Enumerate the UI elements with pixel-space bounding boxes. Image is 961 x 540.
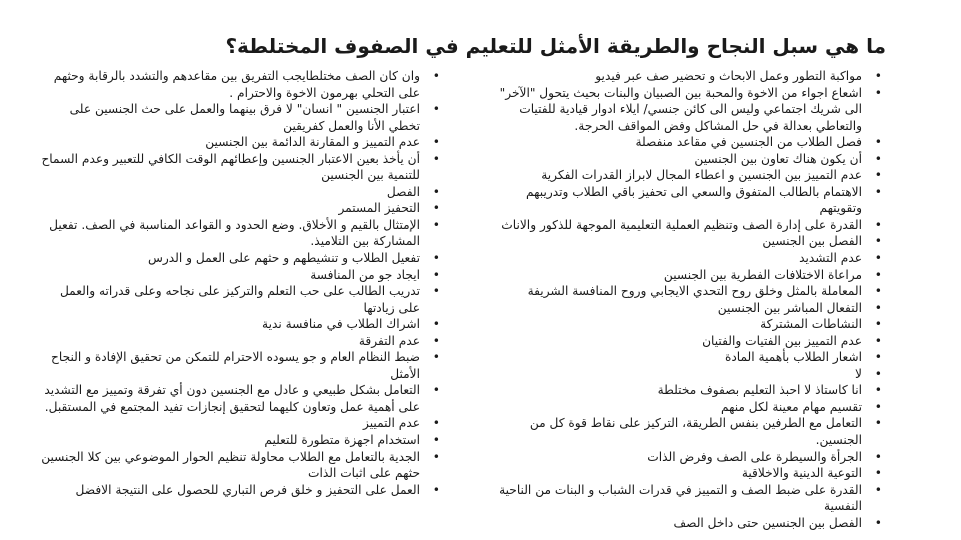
bullet-item: • التوعية الدينية والاخلاقية [481,465,886,482]
bullet-item: • العمل على التحفيز و خلق فرص التباري للحصول على النتيجة الافضل [39,482,444,499]
bullet-item: • التعامل مع الطرفين بنفس الطريقة، التركيز على نقاط قوة كل من الجنسين. [481,415,886,448]
bullet-item: • اشراك الطلاب في منافسة ندية [39,316,444,333]
bullet-item: • اشعار الطلاب بأهمية المادة [481,349,886,366]
bullet-item: • عدم التشديد [481,250,886,267]
bullet-item: • الإمتثال بالقيم و الأخلاق. وضع الحدود و القواعد المناسبة في الصف. تفعيل المشاركة بين التلاميذ. [39,217,444,250]
bullet-item: • انا كاستاذ لا احبذ التعليم بصفوف مختلطة [481,382,886,399]
bullet-item: • اعتبار الجنسين " انسان" لا فرق بينهما والعمل على حث الجنسين على تخطي الأنا والعمل كفريقين [39,101,444,134]
bullet-item: • الجرأة والسيطرة على الصف وفرض الذات [481,449,886,466]
right-bullet-list [481,68,886,531]
bullet-item: • لا [481,366,886,383]
bullet-item: • مواكبة التطور وعمل الابحاث و تحضير صف عبر فيديو [481,68,886,85]
bullet-item: • استخدام اجهزة متطورة للتعليم [39,432,444,449]
bullet-item: • عدم التمييز بين الفتيات والفتيان [481,333,886,350]
bullet-item: • الفصل [39,184,444,201]
bullet-item: • ايجاد جو من المنافسة [39,267,444,284]
bullet-item: • التعامل بشكل طبيعي و عادل مع الجنسين دون أي تفرقة وتمييز مع التشديد على أهمية عمل وتعاون كليهما لتحقيق إنجازات تفيد المجتمع في المستقبل. [39,382,444,415]
bullet-item: • فصل الطلاب من الجنسين في مقاعد منفصلة [481,134,886,151]
bullet-item: • ضبط النظام العام و جو يسوده الاحترام للتمكن من تحقيق الإفادة و النجاح الأمثل [39,349,444,382]
bullet-item: • القدرة على إدارة الصف وتنظيم العملية التعليمية الموجهة للذكور والاناث [481,217,886,234]
bullet-item: • الفصل بين الجنسين حتى داخل الصف [481,515,886,532]
bullet-item: • تدريب الطالب على حب التعلم والتركيز على نجاحه وعلى قدراته والعمل على زيادتها [39,283,444,316]
bullet-item: • عدم التمييز و المقارنة الدائمة بين الجنسين [39,134,444,151]
bullet-item: • تفعيل الطلاب و تنشيطهم و حثهم على العمل و الدرس [39,250,444,267]
bullet-item: • أن يأخذ بعين الاعتبار الجنسين وإعطائهم الوقت الكافي للتعبير وعدم السماح للتنمية بين الجنسين [39,151,444,184]
bullet-item: • الفصل بين الجنسين [481,233,886,250]
bullet-item: • عدم التمييز [39,415,444,432]
bullet-item: • مراعاة الاختلافات الفطرية بين الجنسين [481,267,886,284]
bullet-item: • الاهتمام بالطالب المتفوق والسعي الى تحفيز باقي الطلاب وتدريبهم وتقويتهم [481,184,886,217]
bullet-item: • الجدية بالتعامل مع الطلاب محاولة تنظيم الحوار الموضوعي بين كلا الجنسين حثهم على اثبات الذات [39,449,444,482]
left-bullet-list [39,68,444,498]
bullet-item: • عدم التمييز بين الجنسين و اعطاء المجال لابراز القدرات الفكرية [481,167,886,184]
bullet-item: • اشعاع اجواء من الاخوة والمحبة بين الصبيان والبنات بحيث يتحول "الآخر" الى شريك اجتماعي وليس الى كائن جنسي/ ايلاء ادوار قيادية للفتيات والتعاطي بعدالة في حل المشاكل وفض المواقف الحرجة. [481,85,886,135]
bullet-item: • أن يكون هناك تعاون بين الجنسين [481,151,886,168]
bullet-item: • وان كان الصف مختلطايجب التفريق بين مقاعدهم والتشدد بالرقابة وحثهم على التحلي بهرمون الاخوة والاحترام . [39,68,444,101]
bullet-item: • تقسيم مهام معينة لكل منهم [481,399,886,416]
bullet-item: • المعاملة بالمثل وخلق روح التحدي الايجابي وروح المنافسة الشريفة [481,283,886,300]
bullet-item: • التحفيز المستمر [39,200,444,217]
bullet-item: • القدرة على ضبط الصف و التمييز في قدرات الشباب و البنات من الناحية النفسية [481,482,886,515]
slide-title: ما هي سبل النجاح والطريقة الأمثل للتعليم في الصفوف المختلطة؟ [225,34,886,58]
bullet-item: • التفعال المباشر بين الجنسين [481,300,886,317]
bullet-item: • النشاطات المشتركة [481,316,886,333]
bullet-item: • عدم التفرقة [39,333,444,350]
